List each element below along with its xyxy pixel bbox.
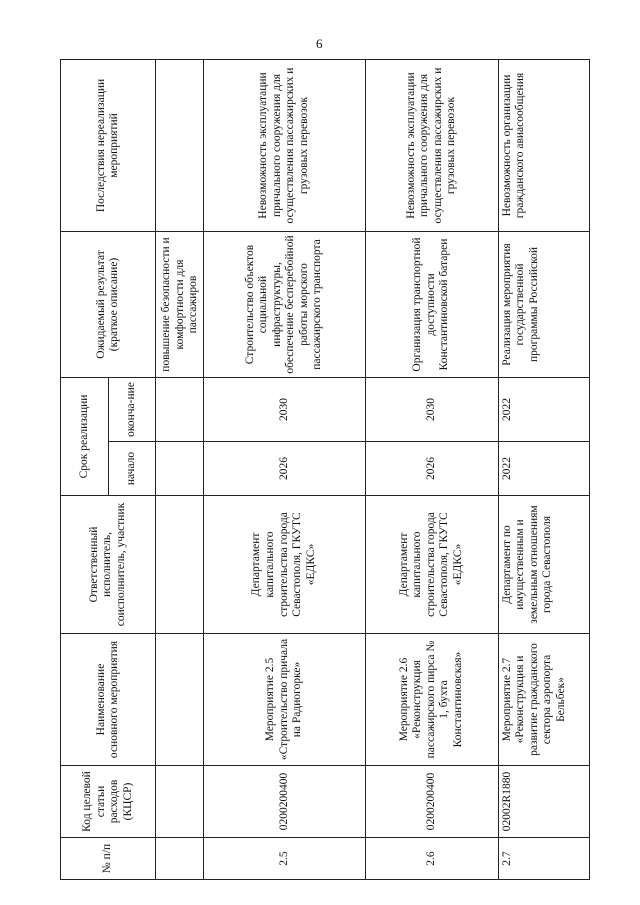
cell-executor: Департамент по имущественным и земельным отношениям города Севастополя [498,496,589,634]
header-term: Срок реализации [61,378,109,496]
cell-end [156,378,203,442]
cell-start: 2026 [365,442,498,496]
cell-code: 02002R1880 [498,766,589,838]
cell-executor [156,496,203,634]
cell-name: Мероприятие 2.7 «Реконструкция и развитие гражданского сектора аэропорта Бельбек» [498,634,589,766]
table-row [365,60,498,880]
header-consequences: Последствия нереализации мероприятий [61,60,156,232]
table-row-continued [156,60,203,880]
cell-executor: Департамент капитального строительства города Севастополя, ГКУТС «ЕДКС» [365,496,498,634]
cell-end: 2022 [498,378,589,442]
cell-code: 0200200400 [365,766,498,838]
cell-result: повышение безопасности и комфортности для пассажиров [156,232,203,378]
header-name: Наименование основного мероприятия [61,634,156,766]
table-row [203,60,365,880]
cell-num: 2.5 [203,838,365,880]
cell-num: 2.7 [498,838,589,880]
cell-num: 2.6 [365,838,498,880]
cell-name: Мероприятие 2.5 «Строительство причала на Радиогорке» [203,634,365,766]
header-code: Код целевой статьи расходов (КЦСР) [61,766,156,838]
cell-result: Строительство объектов социальной инфраструктуры, обеспечение бесперебойной работы морского пассажирского транспорта [203,232,365,378]
page-number: 6 [316,36,323,51]
cell-code [156,766,203,838]
cell-consequences: Невозможность эксплуатации причального сооружения для осуществления пассажирских и грузовых перевозок [203,60,365,232]
cell-consequences: Невозможность эксплуатации причального сооружения для осуществления пассажирских и грузовых перевозок [365,60,498,232]
cell-end: 2030 [203,378,365,442]
cell-code: 0200200400 [203,766,365,838]
header-executor: Ответственный исполнитель, соисполнитель, участник [61,496,156,634]
cell-start [156,442,203,496]
cell-result: Организация транспортной доступности Константиновской батареи [365,232,498,378]
cell-consequences [156,60,203,232]
cell-name [156,634,203,766]
cell-start: 2026 [203,442,365,496]
cell-consequences: Невозможность организации гражданского авиасообщения [498,60,589,232]
cell-result: Реализация мероприятия государственной программы Российской [498,232,589,378]
cell-start: 2022 [498,442,589,496]
cell-executor: Департамент капитального строительства города Севастополя, ГКУТС «ЕДКС» [203,496,365,634]
header-num: № п/п [61,838,156,880]
cell-end: 2030 [365,378,498,442]
header-start: начало [108,442,156,496]
cell-num [156,838,203,880]
header-row [61,60,109,880]
table-row [498,60,589,880]
header-result: Ожидаемый результат (краткое описание) [61,232,156,378]
measures-table [60,59,590,880]
cell-name: Мероприятие 2.6 «Реконструкция пассажирского пирса № 1, бухта Константиновская» [365,634,498,766]
header-end: оконча-ние [108,378,156,442]
table-rotated-container [60,60,590,880]
